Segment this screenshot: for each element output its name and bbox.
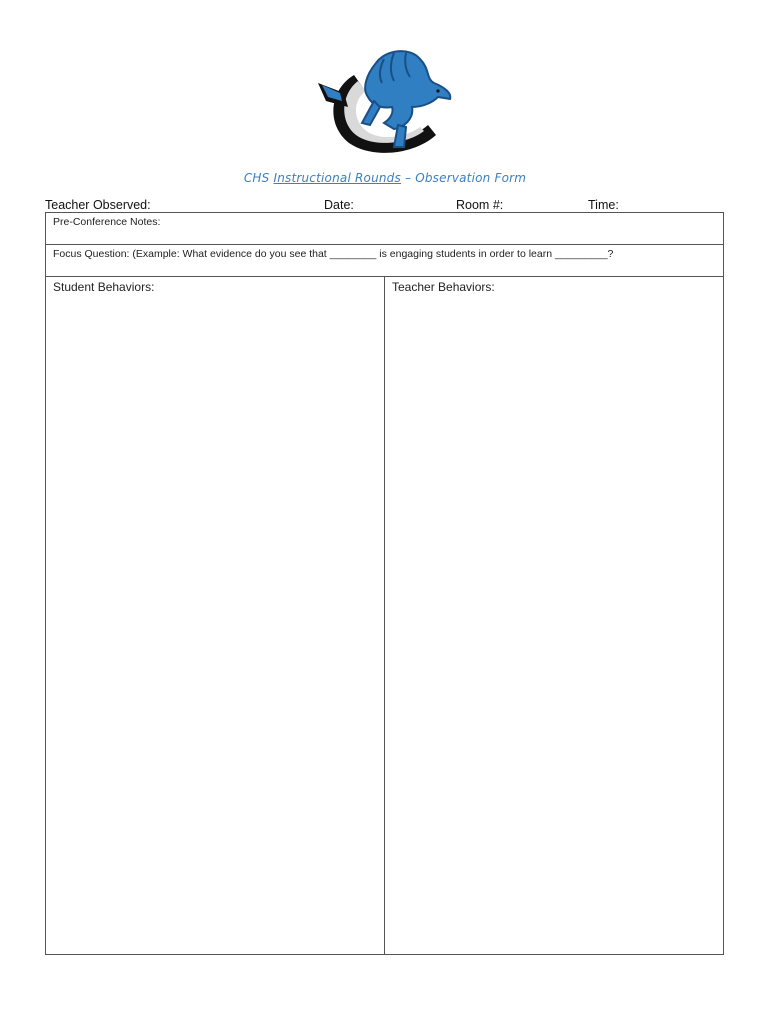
title-underlined: Instructional Rounds — [273, 171, 401, 185]
teacher-observed-label: Teacher Observed: — [45, 198, 151, 212]
focus-question-label: Focus Question: (Example: What evidence do you see that ________ is engaging students in order to learn _________? — [53, 248, 614, 260]
lions-c-logo-icon — [314, 45, 458, 157]
teacher-behaviors-area[interactable] — [386, 298, 723, 953]
focus-question-box[interactable] — [45, 244, 724, 277]
title-prefix: CHS — [243, 171, 270, 185]
student-behaviors-label: Student Behaviors: — [53, 280, 155, 294]
teacher-behaviors-label: Teacher Behaviors: — [392, 280, 495, 294]
title-suffix: – Observation Form — [404, 171, 527, 185]
column-divider — [384, 276, 385, 954]
form-title — [0, 171, 770, 185]
pre-conference-label: Pre-Conference Notes: — [53, 216, 161, 228]
pre-conference-box[interactable] — [45, 212, 724, 245]
date-label: Date: — [324, 198, 354, 212]
time-label: Time: — [588, 198, 619, 212]
student-behaviors-area[interactable] — [46, 298, 383, 953]
room-label: Room #: — [456, 198, 504, 212]
